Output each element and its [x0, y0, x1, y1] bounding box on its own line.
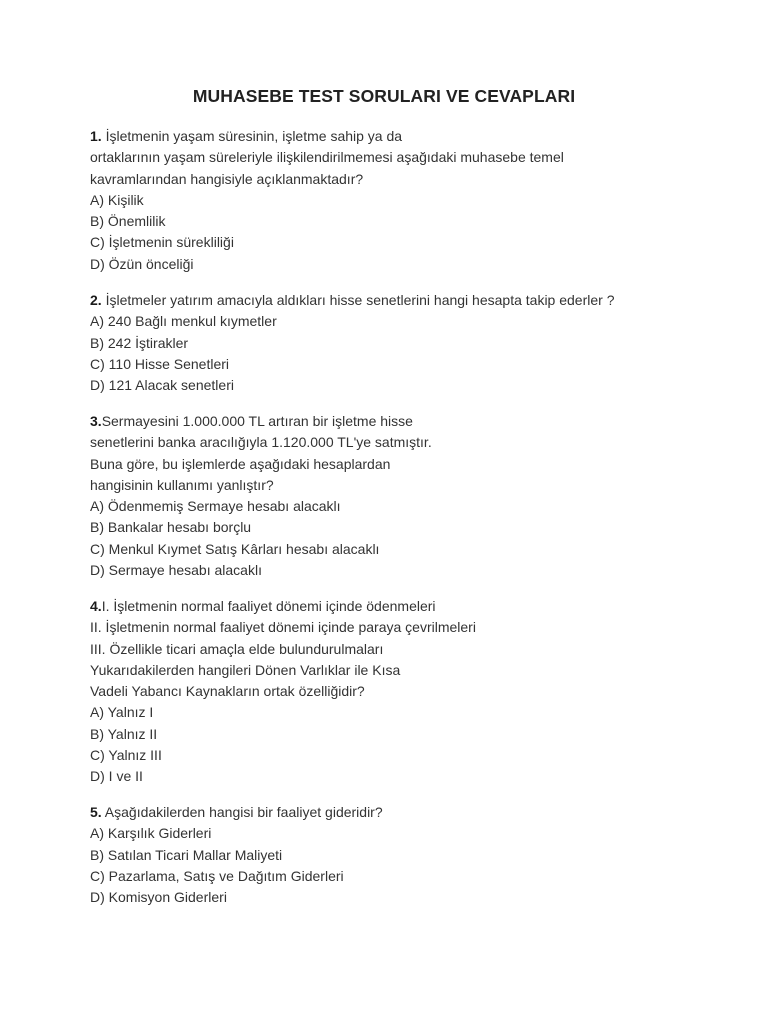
page-title: MUHASEBE TEST SORULARI VE CEVAPLARI: [192, 86, 576, 106]
answer-option-a: A) Yalnız I: [90, 704, 154, 721]
answer-option-d: D) 121 Alacak senetleri: [90, 377, 234, 394]
question-text-line: [90, 126, 730, 147]
answer-option-d: D) Özün önceliği: [90, 255, 194, 272]
answer-option-a: A) Kişilik: [90, 191, 144, 208]
question-text-line: [90, 802, 730, 823]
question-text-line: [90, 596, 730, 617]
question-4: [90, 596, 730, 788]
answer-option-d: D) Komisyon Giderleri: [90, 889, 227, 906]
question-text: Sermayesini 1.000.000 TL artıran bir işletme hisse: [101, 413, 413, 429]
question-text: I. İşletmenin normal faaliyet dönemi içinde ödenmeleri: [101, 598, 436, 614]
answer-option-a: A) 240 Bağlı menkul kıymetler: [90, 313, 277, 330]
question-text: İşletmeler yatırım amacıyla aldıkları hisse senetlerini hangi hesapta takip ederler ?: [101, 292, 615, 308]
answer-option-d: D) Sermaye hesabı alacaklı: [90, 562, 262, 579]
answer-option-b: B) 242 İştirakler: [90, 334, 189, 351]
question-number: 4.: [90, 598, 102, 614]
question-text: İşletmenin yaşam süresinin, işletme sahip ya da: [101, 128, 403, 144]
question-number: 2.: [90, 292, 102, 308]
question-text-line: III. Özellikle ticari amaçla elde bulundurulmaları: [90, 640, 384, 657]
question-text-line: Buna göre, bu işlemlerde aşağıdaki hesaplardan: [90, 455, 391, 472]
question-text-line: Vadeli Yabancı Kaynakların ortak özelliğidir?: [90, 683, 365, 700]
question-number: 1.: [90, 128, 102, 144]
answer-option-c: C) İşletmenin sürekliliği: [90, 234, 234, 251]
answer-option-a: A) Ödenmemiş Sermaye hesabı alacaklı: [90, 498, 341, 515]
question-text-line: Yukarıdakilerden hangileri Dönen Varlıklar ile Kısa: [90, 661, 401, 678]
answer-option-b: B) Yalnız II: [90, 725, 158, 742]
answer-option-b: B) Önemlilik: [90, 213, 166, 230]
question-1: [90, 126, 730, 275]
question-number: 3.: [90, 413, 102, 429]
answer-option-b: B) Satılan Ticari Mallar Maliyeti: [90, 846, 283, 863]
answer-option-d: D) I ve II: [90, 768, 143, 785]
question-number: 5.: [90, 804, 102, 820]
question-text: Aşağıdakilerden hangisi bir faaliyet gideridir?: [101, 804, 383, 820]
answer-option-a: A) Karşılık Giderleri: [90, 825, 212, 842]
question-text-line: kavramlarından hangisiyle açıklanmaktadır?: [90, 170, 364, 187]
question-2: [90, 290, 730, 396]
question-text-line: hangisinin kullanımı yanlıştır?: [90, 476, 274, 493]
answer-option-c: C) Yalnız III: [90, 747, 162, 764]
answer-option-b: B) Bankalar hesabı borçlu: [90, 519, 252, 536]
question-text-line: senetlerini banka aracılığıyla 1.120.000 TL'ye satmıştır.: [90, 434, 432, 451]
question-text-line: [90, 411, 730, 432]
answer-option-c: C) 110 Hisse Senetleri: [90, 355, 230, 372]
question-text-line: ortaklarının yaşam süreleriyle ilişkilendirilmemesi aşağıdaki muhasebe temel: [90, 149, 564, 166]
question-text-line: [90, 290, 730, 311]
question-5: [90, 802, 730, 908]
answer-option-c: C) Menkul Kıymet Satış Kârları hesabı alacaklı: [90, 540, 380, 557]
question-text-line: II. İşletmenin normal faaliyet dönemi içinde paraya çevrilmeleri: [90, 619, 476, 636]
answer-option-c: C) Pazarlama, Satış ve Dağıtım Giderleri: [90, 867, 344, 884]
question-3: [90, 411, 730, 581]
